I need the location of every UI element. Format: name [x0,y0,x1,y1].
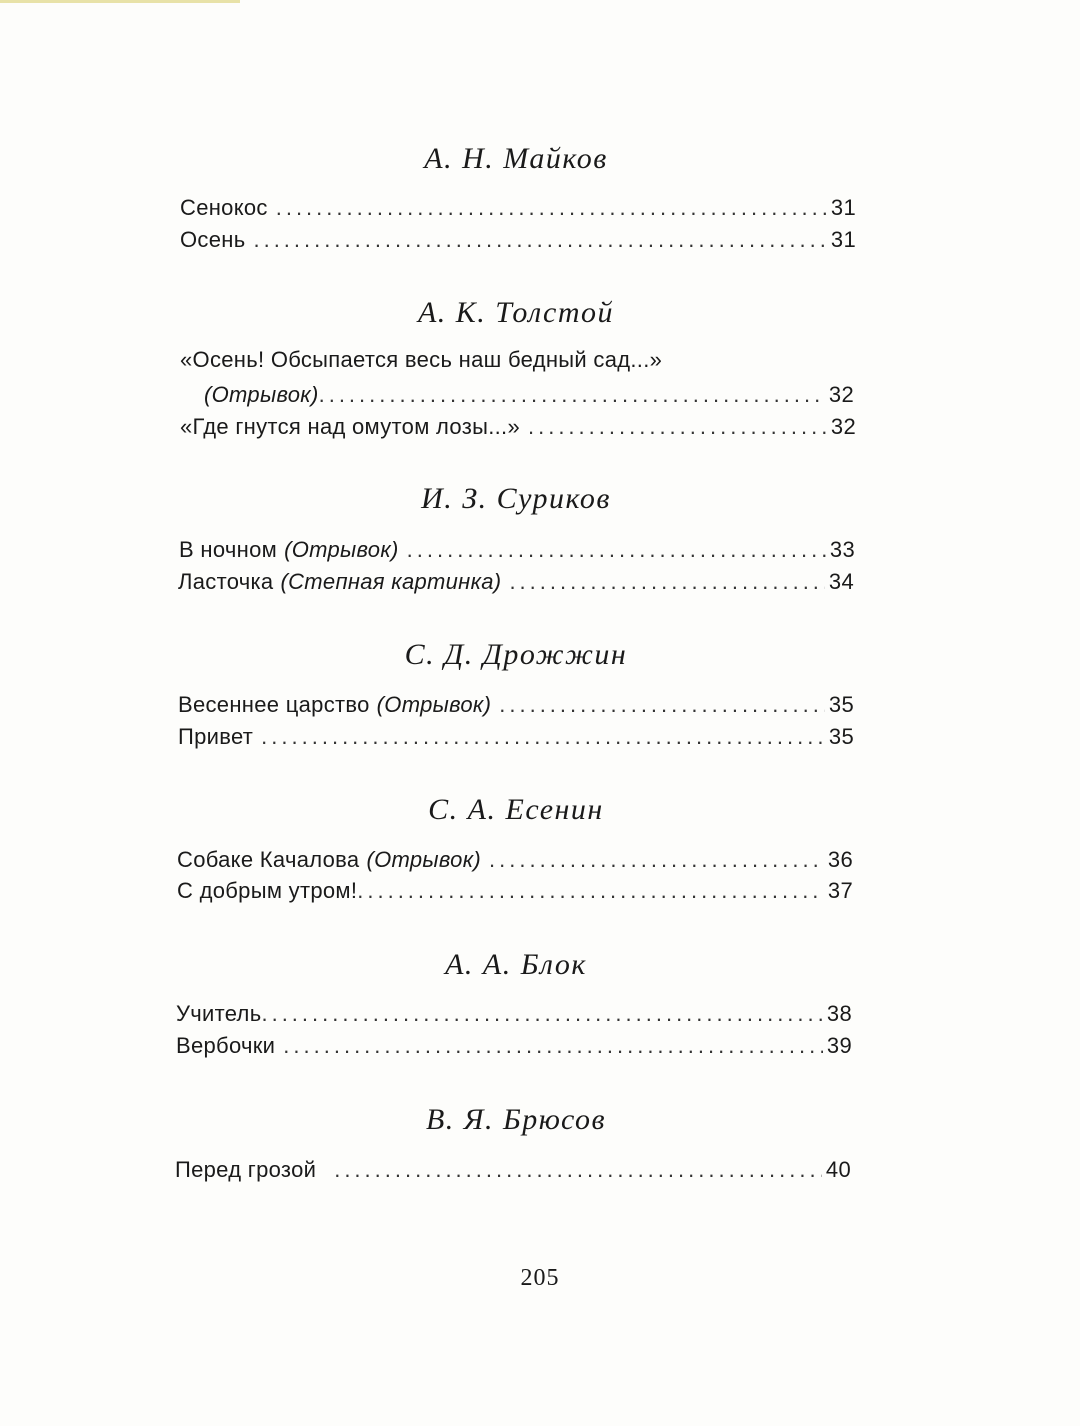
leader-dots [334,1155,822,1185]
toc-entry[interactable] [178,690,854,720]
toc-entry-title: Привет [178,724,254,749]
leader-dots [499,690,825,720]
toc-entry[interactable] [177,876,853,906]
author-heading: В. Я. Брюсов [425,1103,607,1136]
toc-entry[interactable] [179,535,855,565]
toc-entry-title: Ласточка [178,569,274,594]
leader-dots [261,722,825,752]
toc-entry-subtitle: (Степная картинка) [280,569,502,594]
toc-entry-page: 39 [826,1033,852,1058]
toc-entry-subtitle: (Отрывок) [366,847,482,872]
toc-entry-page: 33 [829,537,855,562]
toc-entry-page: 37 [827,878,853,903]
toc-entry-subtitle: (Отрывок) [284,537,399,562]
leader-dots [407,535,826,565]
leader-dots [276,193,827,223]
toc-entry-title: В ночном [179,537,278,562]
toc-entry[interactable] [177,845,853,875]
leader-dots [528,412,827,442]
toc-entry[interactable] [178,567,854,597]
toc-entry-page: 34 [828,569,854,594]
author-heading: А. К. Толстой [417,296,615,329]
leader-dots [357,876,824,906]
toc-entry[interactable] [175,1155,851,1185]
toc-entry-subtitle: (Отрывок) [204,382,319,407]
toc-entry[interactable] [178,722,854,752]
toc-entry-page: 35 [828,692,854,717]
toc-entry-page: 31 [830,227,856,252]
author-heading: А. А. Блок [445,948,587,981]
leader-dots [509,567,824,597]
author-heading: С. А. Есенин [428,793,604,826]
leader-dots [489,845,824,875]
toc-entry-title: Перед грозой [175,1157,317,1182]
toc-entry[interactable] [204,380,854,410]
toc-entry[interactable] [180,412,856,442]
toc-entry[interactable] [180,225,856,255]
toc-entry-page: 31 [830,195,856,220]
leader-dots [283,1031,823,1061]
author-heading: И. З. Суриков [421,482,611,515]
toc-entry-title: Весеннее царство [178,692,370,717]
toc-entry-page: 32 [830,414,856,439]
toc-entry-page: 36 [827,847,853,872]
toc-entry-page: 38 [826,1001,852,1026]
toc-entry-page: 40 [825,1157,851,1182]
author-heading: А. Н. Майков [424,142,608,175]
toc-entry-page: 35 [828,724,854,749]
page-number: 205 [520,1265,560,1291]
leader-dots [319,380,825,410]
toc-entry-title[interactable]: «Осень! Обсыпается весь наш бедный сад...» [180,347,663,372]
toc-entry-title: Осень [180,227,246,252]
toc-entry[interactable] [176,999,852,1029]
toc-entry-title: Сенокос [180,195,268,220]
toc-entry[interactable] [180,193,856,223]
toc-entry-title: Учитель [176,1001,262,1026]
toc-entry-title: Вербочки [176,1033,276,1058]
toc-entry-subtitle: (Отрывок) [376,692,492,717]
author-heading: С. Д. Дрожжин [404,638,628,671]
toc-entry[interactable] [176,1031,852,1061]
leader-dots [261,999,822,1029]
toc-entry-page: 32 [828,382,854,407]
toc-entry-title: С добрым утром! [177,878,358,903]
leader-dots [253,225,826,255]
toc-entry-title: «Где гнутся над омутом лозы...» [180,414,520,439]
toc-entry-title: Собаке Качалова [177,847,360,872]
